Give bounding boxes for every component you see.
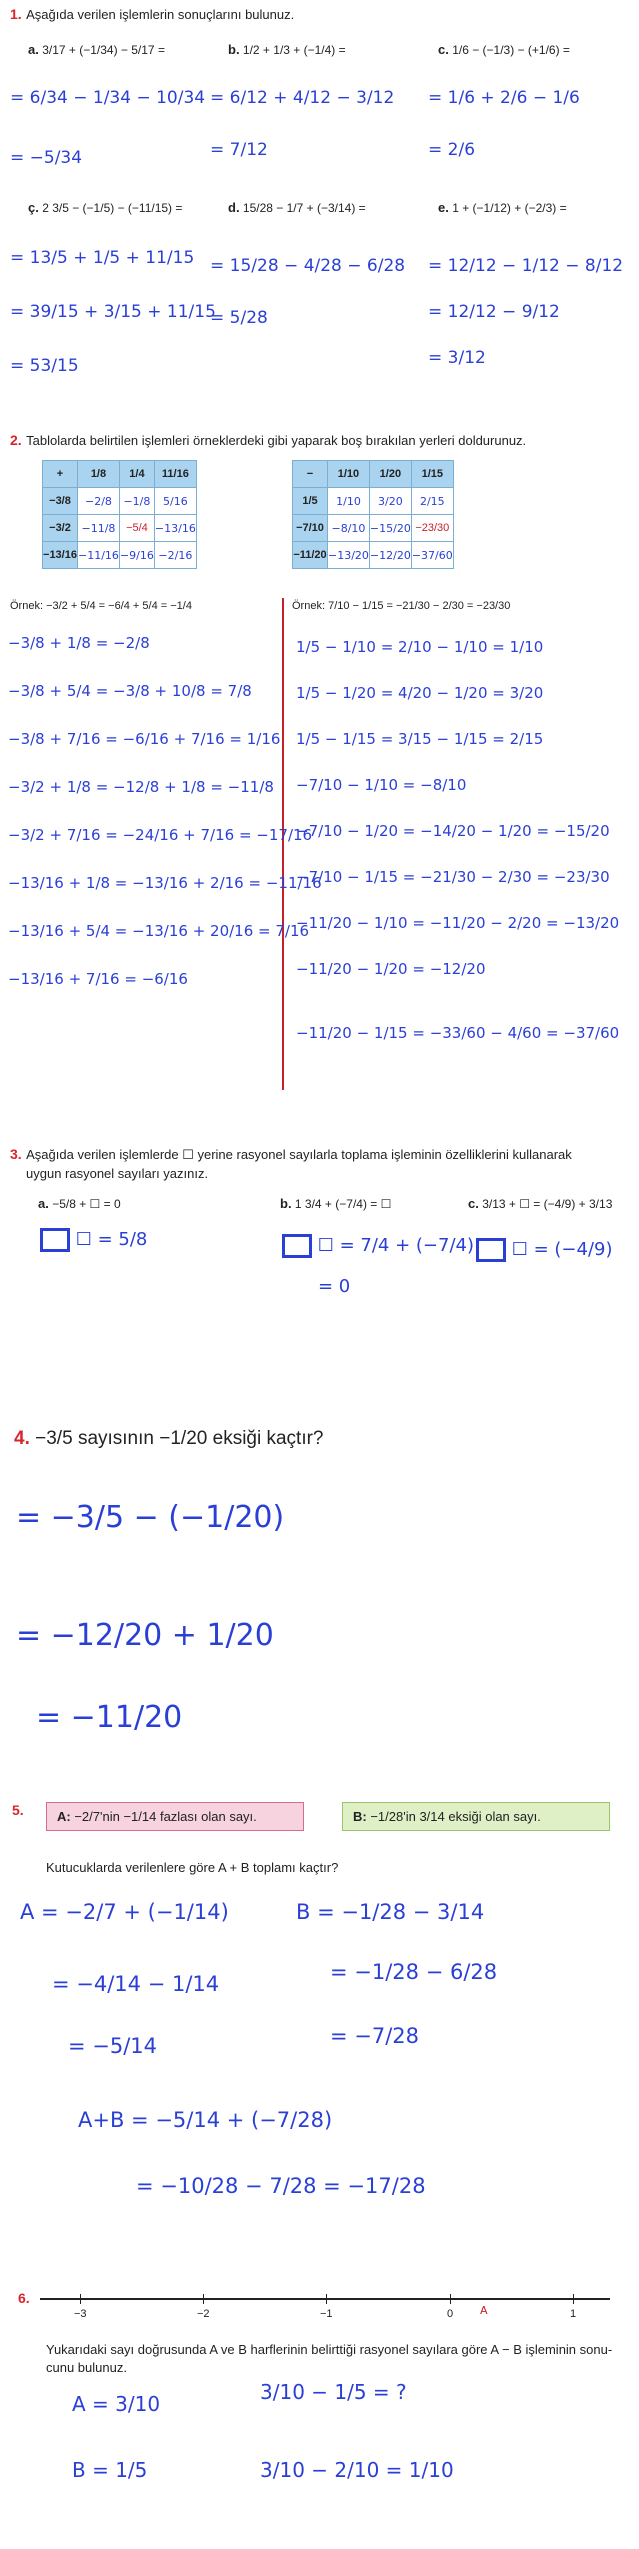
table-op: + [43, 461, 78, 488]
q3-text-2: uygun rasyonel sayıları yazınız. [26, 1166, 209, 1181]
q1-cc-work-3: = 53/15 [10, 356, 79, 376]
q5-work-sum-1: A+B = −5/14 + (−7/28) [78, 2108, 333, 2132]
q5-work-b-1: B = −1/28 − 3/14 [296, 1900, 485, 1924]
work-line: −3/8 + 1/8 = −2/8 [8, 634, 150, 652]
work-line: −7/10 − 1/20 = −14/20 − 1/20 = −15/20 [296, 822, 610, 840]
q1-c-work-2: = 2/6 [428, 140, 476, 160]
table-col-header: 1/15 [411, 461, 453, 488]
q1-d-label: d. [228, 200, 240, 215]
tick-label: 0 [447, 2308, 454, 2320]
table-cell: 2/15 [411, 488, 453, 515]
work-line: 1/5 − 1/10 = 2/10 − 1/10 = 1/10 [296, 638, 544, 656]
table-col-header: 1/8 [78, 461, 120, 488]
work-line: −3/2 + 7/16 = −24/16 + 7/16 = −17/16 [8, 826, 313, 844]
number-line-tick [203, 2294, 204, 2304]
q5-work-a-3: = −5/14 [68, 2034, 158, 2058]
q5-work-b-3: = −7/28 [330, 2024, 420, 2048]
table-cell: −15/20 [369, 515, 411, 542]
q6-text-2: cunu bulunuz. [46, 2360, 127, 2375]
work-line: −3/8 + 5/4 = −3/8 + 10/8 = 7/8 [8, 682, 252, 700]
q3-a-work: ☐ = 5/8 [75, 1229, 148, 1250]
answer-box [40, 1228, 70, 1252]
table-cell: −8/10 [328, 515, 370, 542]
number-line-tick [450, 2294, 451, 2304]
q6-text-1: Yukarıdaki sayı doğrusunda A ve B harflerinin belirttiği rasyonel sayılara göre A − B işleminin sonu- [46, 2342, 613, 2357]
q3-c-answer [476, 1238, 613, 1262]
q5-work-sum-2: = −10/28 − 7/28 = −17/28 [136, 2174, 426, 2198]
table-cell: −13/20 [328, 542, 370, 569]
table-col-header: 1/10 [328, 461, 370, 488]
box-b-label: B: [353, 1809, 367, 1824]
q1-number: 1. [10, 6, 22, 22]
q2-example-left [10, 600, 192, 612]
q6-work-a: A = 3/10 [72, 2392, 161, 2416]
q1-item-e [438, 200, 567, 215]
work-line: −13/16 + 1/8 = −13/16 + 2/16 = −11/16 [8, 874, 322, 892]
q1-text: Aşağıda verilen işlemlerin sonuçlarını bulunuz. [26, 7, 295, 22]
work-line: −3/2 + 1/8 = −12/8 + 1/8 = −11/8 [8, 778, 274, 796]
table-cell: −11/8 [78, 515, 120, 542]
box-a-text: −2/7'nin −1/14 fazlası olan sayı. [74, 1809, 257, 1824]
q4-work-2: = −12/20 + 1/20 [16, 1618, 274, 1653]
work-line: −3/8 + 7/16 = −6/16 + 7/16 = 1/16 [8, 730, 281, 748]
q2-text: Tablolarda belirtilen işlemleri örneklerdeki gibi yaparak boş bırakılan yerleri doldurunuz. [26, 433, 527, 448]
q1-d-work-2: = 5/28 [210, 308, 268, 328]
q3-b-label: b. [280, 1196, 292, 1211]
number-line-tick [573, 2294, 574, 2304]
q3-item-a [38, 1196, 121, 1211]
table-col-header: 11/16 [154, 461, 196, 488]
table-col-header: 1/4 [119, 461, 154, 488]
q6-work-b: B = 1/5 [72, 2458, 148, 2482]
work-line: −11/20 − 1/10 = −11/20 − 2/20 = −13/20 [296, 914, 620, 932]
number-line-tick [326, 2294, 327, 2304]
table-row-header: −3/8 [43, 488, 78, 515]
q3-c-work: ☐ = (−4/9) [511, 1239, 613, 1260]
q3-a-answer [40, 1228, 147, 1252]
q6-number-wrap [18, 2290, 30, 2308]
number-line-tick [80, 2294, 81, 2304]
table-row-header: −7/10 [293, 515, 328, 542]
work-line: 1/5 − 1/15 = 3/15 − 1/15 = 2/15 [296, 730, 544, 748]
box-b-text: −1/28'in 3/14 eksiği olan sayı. [370, 1809, 541, 1824]
work-line: −11/20 − 1/15 = −33/60 − 4/60 = −37/60 [296, 1024, 620, 1042]
table-cell: −2/16 [154, 542, 196, 569]
q5-number: 5. [12, 1802, 24, 1818]
q4-text-b: sayısının [77, 1428, 154, 1449]
table-cell: −23/30 [411, 515, 453, 542]
q1-c-work-1: = 1/6 + 2/6 − 1/6 [428, 88, 580, 108]
q3-c-label: c. [468, 1196, 479, 1211]
q3-text-1: Aşağıda verilen işlemlerde ☐ yerine rasyonel sayılarla toplama işleminin özelliklerini kullanarak [26, 1147, 572, 1162]
table-cell: 1/10 [328, 488, 370, 515]
q3-item-b [280, 1196, 391, 1211]
q1-a-expr: 3/17 + (−1/34) − 5/17 = [42, 43, 165, 57]
q6-work-r-1: 3/10 − 1/5 = ? [260, 2380, 407, 2404]
q5-work-a-2: = −4/14 − 1/14 [52, 1972, 220, 1996]
q4-number: 4. [14, 1428, 30, 1449]
tick-label: −3 [74, 2308, 87, 2320]
table-cell: −1/8 [119, 488, 154, 515]
q1-b-label: b. [228, 42, 240, 57]
q4-work-1: = −3/5 − (−1/20) [16, 1500, 285, 1535]
q4-value-a: −3/5 [35, 1428, 73, 1449]
work-line: 1/5 − 1/20 = 4/20 − 1/20 = 3/20 [296, 684, 544, 702]
q1-item-b [228, 42, 346, 57]
q3-number: 3. [10, 1146, 22, 1162]
work-line: −7/10 − 1/15 = −21/30 − 2/30 = −23/30 [296, 868, 610, 886]
q1-item-cc [28, 200, 182, 215]
number-line [40, 2298, 610, 2334]
q5-work-b-2: = −1/28 − 6/28 [330, 1960, 498, 1984]
q1-a-work-2: = −5/34 [10, 148, 83, 168]
q3-b-work-1: ☐ = 7/4 + (−7/4) [317, 1235, 474, 1256]
table-cell: −5/4 [119, 515, 154, 542]
q1-b-work-1: = 6/12 + 4/12 − 3/12 [210, 88, 395, 108]
q1-e-label: e. [438, 200, 449, 215]
q1-b-work-2: = 7/12 [210, 140, 268, 160]
q5-question: Kutucuklarda verilenlere göre A + B toplamı kaçtır? [46, 1860, 339, 1875]
q1-cc-work-2: = 39/15 + 3/15 + 11/15 [10, 302, 216, 322]
table-cell: −11/16 [78, 542, 120, 569]
q1-c-label: c. [438, 42, 449, 57]
q6-work-r-2: 3/10 − 2/10 = 1/10 [260, 2458, 454, 2482]
q1-b-expr: 1/2 + 1/3 + (−1/4) = [242, 43, 346, 57]
answer-box [282, 1234, 312, 1258]
example-label: Örnek: [292, 600, 326, 612]
q5-box-b [342, 1802, 610, 1831]
q3-a-label: a. [38, 1196, 49, 1211]
q1-item-d [228, 200, 366, 215]
q1-cc-label: ç. [28, 200, 39, 215]
q3-c-expr: 3/13 + ☐ = (−4/9) + 3/13 [482, 1197, 613, 1211]
q1-e-work-3: = 3/12 [428, 348, 486, 368]
q4-header [14, 1428, 324, 1450]
table-cell: −9/16 [119, 542, 154, 569]
work-line: −13/16 + 7/16 = −6/16 [8, 970, 188, 988]
q5-number-wrap [12, 1802, 24, 1820]
tick-label: −2 [197, 2308, 210, 2320]
table-cell: −37/60 [411, 542, 453, 569]
tick-label: 1 [570, 2308, 577, 2320]
q3-header [10, 1146, 630, 1164]
q1-c-expr: 1/6 − (−1/3) − (+1/6) = [452, 43, 570, 57]
table-op: − [293, 461, 328, 488]
q1-cc-expr: 2 3/5 − (−1/5) − (−11/15) = [42, 201, 183, 215]
q1-e-work-2: = 12/12 − 9/12 [428, 302, 560, 322]
point-a-label: A [480, 2304, 488, 2317]
example-label: Örnek: [10, 600, 44, 612]
q2-work-left [8, 636, 322, 1020]
tick-label: −1 [320, 2308, 333, 2320]
q2-example-right [292, 600, 510, 612]
q1-item-c [438, 42, 570, 57]
q1-e-expr: 1 + (−1/12) + (−2/3) = [452, 201, 567, 215]
q4-work-3: = −11/20 [36, 1700, 183, 1735]
work-line: −11/20 − 1/20 = −12/20 [296, 960, 486, 978]
table-cell: 5/16 [154, 488, 196, 515]
work-line: −7/10 − 1/10 = −8/10 [296, 776, 467, 794]
table-cell: −2/8 [78, 488, 120, 515]
table-cell: −12/20 [369, 542, 411, 569]
example-expr: −3/2 + 5/4 = −6/4 + 5/4 = −1/4 [46, 600, 192, 612]
number-line-axis [40, 2298, 610, 2300]
q6-number: 6. [18, 2290, 30, 2306]
q1-a-label: a. [28, 42, 39, 57]
q4-value-c: −1/20 [159, 1428, 208, 1449]
q3-b-answer [282, 1234, 474, 1258]
q1-item-a [28, 42, 165, 57]
box-a-label: A: [57, 1809, 71, 1824]
q1-header [10, 6, 294, 24]
q1-a-work-1: = 6/34 − 1/34 − 10/34 [10, 88, 206, 108]
q2-number: 2. [10, 432, 22, 448]
q2-header [10, 432, 526, 450]
q3-item-c [468, 1196, 612, 1211]
q5-work-a-1: A = −2/7 + (−1/14) [20, 1900, 229, 1924]
table-row-header: 1/5 [293, 488, 328, 515]
q1-cc-work-1: = 13/5 + 1/5 + 11/15 [10, 248, 195, 268]
q3-b-expr: 1 3/4 + (−7/4) = ☐ [294, 1197, 392, 1211]
q4-text-d: eksiği kaçtır? [212, 1428, 324, 1449]
q2-work-right [296, 640, 619, 1072]
table-cell: −13/16 [154, 515, 196, 542]
q1-d-work-1: = 15/28 − 4/28 − 6/28 [210, 256, 406, 276]
q2-table-sub [292, 460, 454, 569]
q1-e-work-1: = 12/12 − 1/12 − 8/12 [428, 256, 624, 276]
table-row-header: −3/2 [43, 515, 78, 542]
table-row-header: −11/20 [293, 542, 328, 569]
q3-a-expr: −5/8 + ☐ = 0 [52, 1197, 121, 1211]
q5-box-a [46, 1802, 304, 1831]
q3-b-work-2: = 0 [318, 1276, 351, 1297]
example-expr: 7/10 − 1/15 = −21/30 − 2/30 = −23/30 [328, 600, 511, 612]
table-cell: 3/20 [369, 488, 411, 515]
answer-box [476, 1238, 506, 1262]
q2-table-add [42, 460, 197, 569]
table-row-header: −13/16 [43, 542, 78, 569]
work-line: −13/16 + 5/4 = −13/16 + 20/16 = 7/16 [8, 922, 310, 940]
table-col-header: 1/20 [369, 461, 411, 488]
q1-d-expr: 15/28 − 1/7 + (−3/14) = [242, 201, 366, 215]
